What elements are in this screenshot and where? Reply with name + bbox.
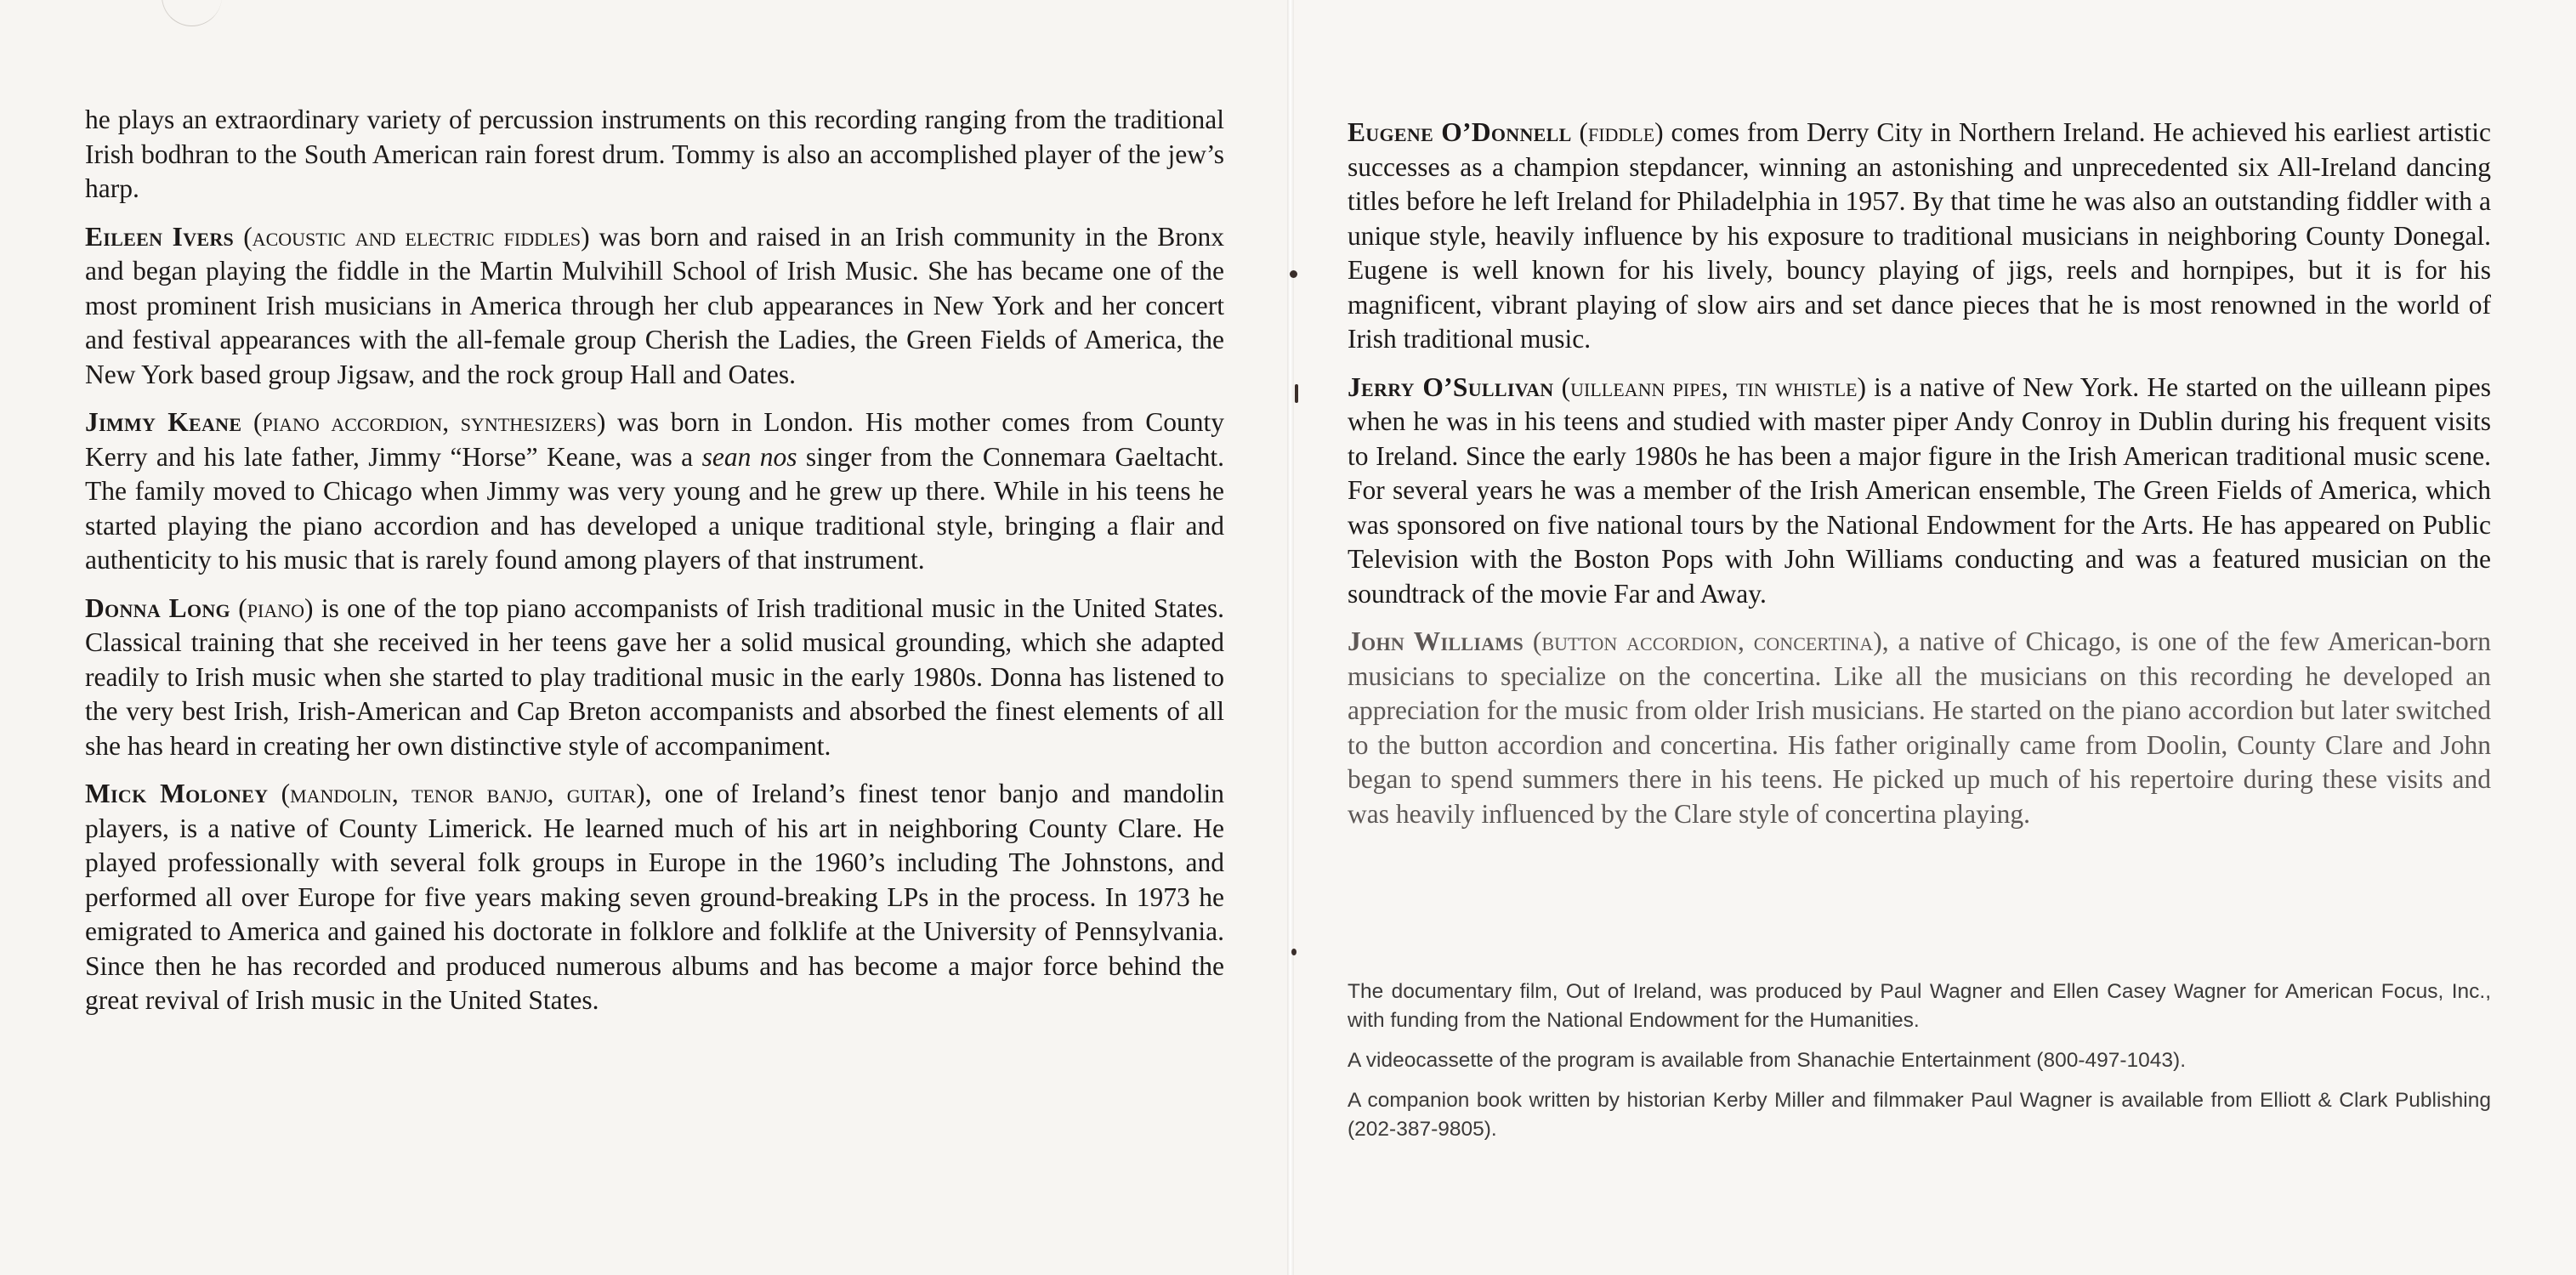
instrument-list: (piano accordion, synthesizers) — [253, 407, 606, 437]
binding-mark — [1295, 384, 1298, 403]
credit-line: The documentary film, Out of Ireland, was produced by Paul Wagner and Ellen Casey Wagner for American Focus, Inc., with funding from the National Endowment for the Humanities. — [1348, 980, 2491, 1032]
bio-paragraph — [1348, 116, 2491, 357]
musician-name: John Williams — [1348, 626, 1523, 656]
instrument-list: (button accordion, concertina) — [1532, 626, 1882, 656]
musician-name: Mick Moloney — [85, 779, 269, 808]
bio-text: singer from the Connemara Gaeltacht. The family moved to Chicago when Jimmy was very young and he grew up there. While in his teens he started playing the piano accordion and has developed a unique traditional style, bringing a flair and authenticity to his music that is rarely found among players of that instrument. — [85, 441, 1224, 575]
bio-text: was born in London. His mother comes from County Kerry and his late father, Jimmy “Horse” Keane, was a — [85, 407, 1225, 472]
bio-paragraph — [85, 220, 1224, 393]
bio-paragraph — [1348, 625, 2491, 831]
instrument-list: (acoustic and electric fiddles) — [243, 221, 590, 252]
musician-name: Donna Long — [85, 592, 230, 623]
musician-name: Jerry O’Sullivan — [1348, 371, 1554, 402]
bio-text: is a native of New York. He started on the uilleann pipes when he was in his teens and studied with master piper Andy Conroy in Dublin during his frequent visits to Ireland. Since the early 1980s he has been a major figure in the Irish American traditional music scene. For several years he was a member of the Irish American ensemble, The Green Fields of America, which was sponsored on five national tours by the National Endowment for the Arts. He has appeared on Public Television with the Boston Pops with John Williams conducting and was a featured musician on the soundtrack of the movie Far and Away. — [1348, 371, 2491, 609]
instrument-list: (fiddle) — [1579, 117, 1664, 147]
bio-paragraph — [1348, 371, 2491, 612]
left-text-column — [85, 103, 1224, 1032]
bio-text: is one of the top piano accompanists of Irish traditional music in the United States. Classical training that she received in her teens gave her a solid musical grounding, which she adapted readily to Irish music when she started to play traditional music in the early 1980s. Donna has listened to the very best Irish, Irish-American and Cap Breton accompanists and absorbed the finest elements of all she has heard in creating her own distinctive style of accompaniment. — [85, 592, 1224, 761]
credit-line: A companion book written by historian Kerby Miller and filmmaker Paul Wagner is available from Elliott & Clark Publishing (202-387-9805). — [1348, 1089, 2491, 1141]
page-corner-mark — [162, 0, 222, 26]
production-credits — [1348, 978, 2491, 1155]
instrument-list: (mandolin, tenor banjo, guitar) — [281, 779, 645, 808]
binding-mark — [1291, 949, 1297, 955]
musician-name: Jimmy Keane — [85, 407, 242, 437]
instrument-list: (piano) — [238, 592, 314, 623]
right-text-column — [1348, 116, 2491, 845]
bio-paragraph — [85, 405, 1224, 578]
intro-paragraph: he plays an extraordinary variety of percussion instruments on this recording ranging from the traditional Irish bodhran to the South American rain forest drum. Tommy is also an accomplished player of the jew’s harp. — [85, 105, 1224, 203]
bio-paragraph — [85, 777, 1224, 1018]
musician-name: Eileen Ivers — [85, 221, 235, 252]
bio-italic-term: sean nos — [701, 441, 797, 472]
bio-text: was born and raised in an Irish community in the Bronx and began playing the fiddle in the Martin Mulvihill School of Irish Music. She has became one of the most prominent Irish musicians in America through her club appearances in New York and her concert and festival appearances with the all-female group Cherish the Ladies, the Green Fields of America, the New York based group Jigsaw, and the rock group Hall and Oates. — [85, 221, 1224, 389]
bio-text: , one of Ireland’s finest tenor banjo and mandolin players, is a native of County Limerick. He learned much of his art in neighboring County Clare. He played professionally with several folk groups in Europe in the 1960’s including The Johnstons, and performed all over Europe for five years making seven ground-breaking LPs in the process. In 1973 he emigrated to America and gained his doctorate in folklore and folklife at the University of Pennsylvania. Since then he has recorded and produced numerous albums and has become a major force behind the great revival of Irish music in the United States. — [85, 779, 1224, 1015]
bio-text: comes from Derry City in Northern Ireland. He achieved his earliest artistic successes as a champion stepdancer, winning an astonishing and unprecedented six All-Ireland dancing titles before he left Ireland for Philadelphia in 1957. By that time he was also an outstanding fiddler with a unique style, heavily influence by his exposure to traditional musicians in neighboring County Donegal. Eugene is well known for his lively, bouncy playing of jigs, reels and hornpipes, but it is for his magnificent, vibrant playing of slow airs and set dance pieces that he is most renowned in the world of Irish traditional music. — [1348, 117, 2492, 354]
credit-line: A videocassette of the program is available from Shanachie Entertainment (800-497-1043). — [1348, 1049, 2187, 1072]
instrument-list: (uilleann pipes, tin whistle) — [1561, 371, 1866, 402]
bio-paragraph — [85, 592, 1224, 764]
binding-mark — [1290, 270, 1297, 278]
bio-text: , a native of Chicago, is one of the few American-born musicians to specialize on the concertina. Like all the musicians on this recording he developed an appreciation for the music from older Irish musicians. He started on the piano accordion but later switched to the button accordion and concertina. His father originally came from Doolin, County Clare and John began to spend summers there in his teens. He picked up much of his repertoire during these visits and was heavily influenced by the Clare style of concertina playing. — [1348, 626, 2491, 829]
book-gutter — [1287, 0, 1294, 1275]
musician-name: Eugene O’Donnell — [1348, 117, 1572, 147]
